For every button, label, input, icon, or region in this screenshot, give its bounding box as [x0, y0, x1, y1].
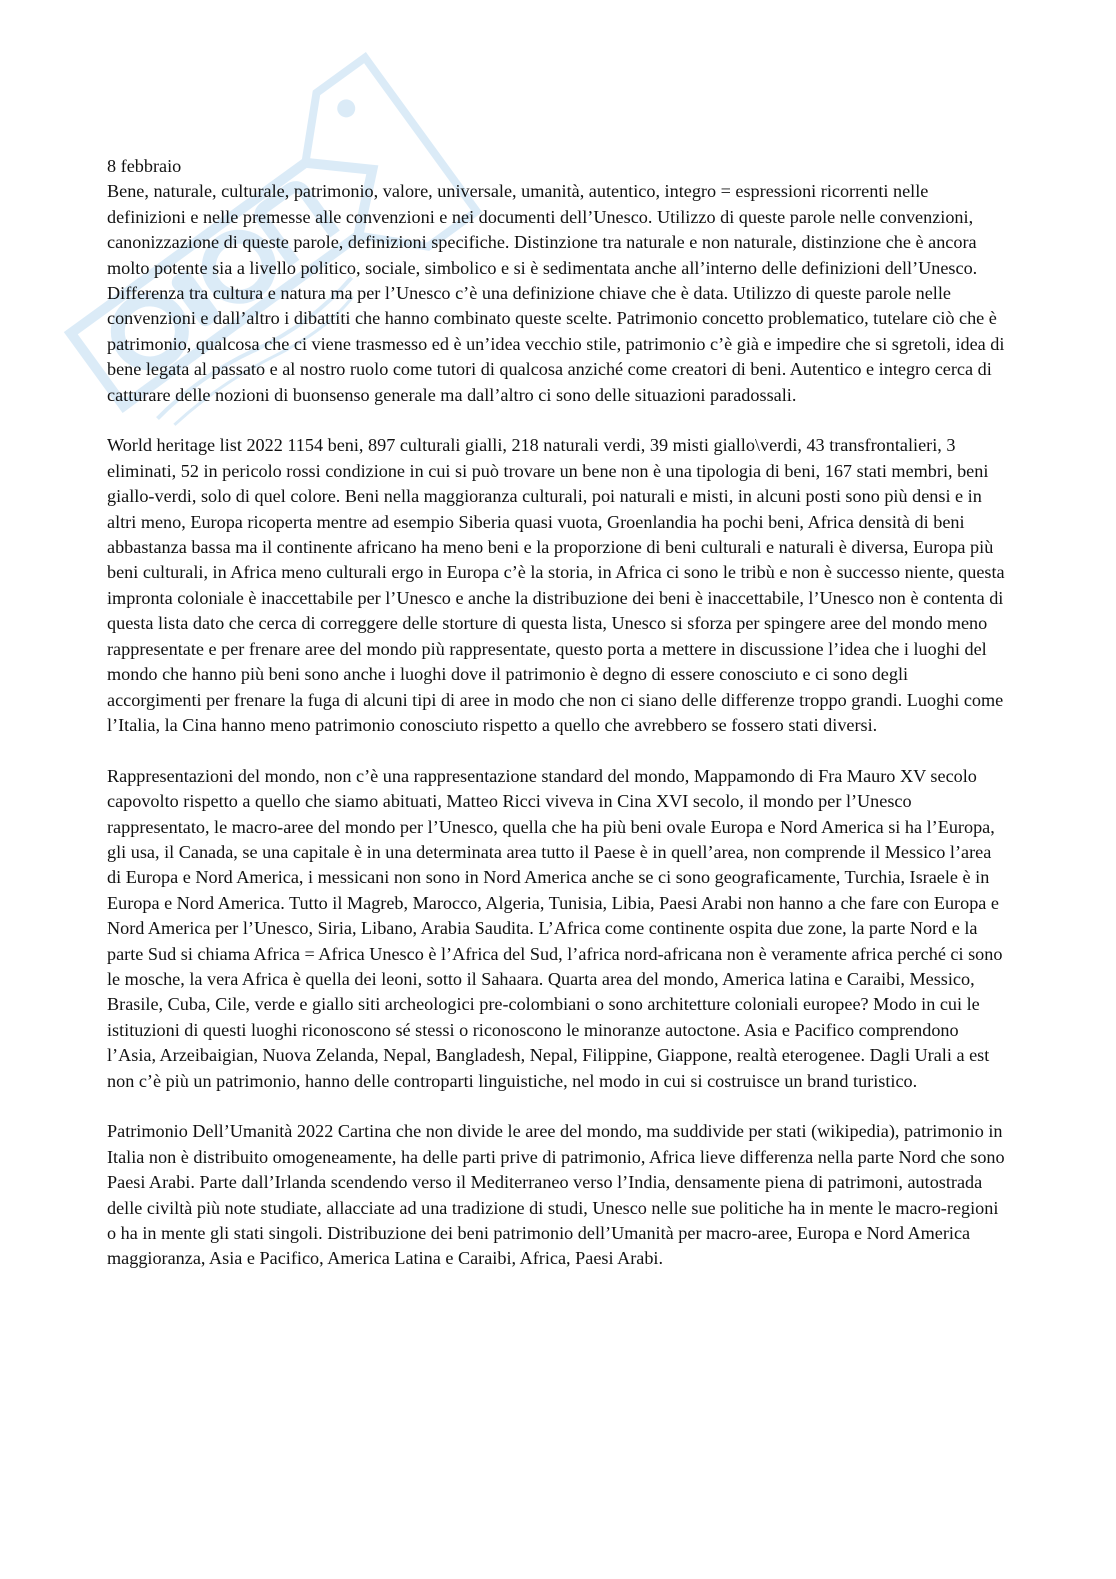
paragraph-heritage-map-2022: Patrimonio Dell’Umanità 2022 Cartina che non divide le aree del mondo, ma suddivide per stati (wikipedia), patrimonio in Italia non è distribuito omogeneamente, ha delle parti prive di patrimonio, Africa lieve differenza nella parte Nord che sono Paesi Arabi. Parte dall’Irlanda scendendo verso il Mediterraneo verso l’India, densamente piena di patrimoni, autostrada delle civiltà più note studiate, allacciate ad una tradizione di studi, Unesco nelle sue politiche ha in mente le macro-regioni o ha in mente gli stati singoli. Distribuzione dei beni patrimonio dell’Umanità per macro-aree, Europa e Nord America maggioranza, Asia e Pacifico, America Latina e Caraibi, Africa, Paesi Arabi. [107, 1121, 1005, 1269]
paragraph-unesco-terms: Bene, naturale, culturale, patrimonio, valore, universale, umanità, autentico, integro = espressioni ricorrenti nelle definizioni e nelle premesse alle convenzioni e nei documenti dell’Unesco. Utilizzo di queste parole nelle convenzioni, canonizzazione di queste parole, definizioni specifiche. Distinzione tra naturale e non naturale, distinzione che è ancora molto potente sia a livello politico, sociale, simbolico e si è sedimentata anche all’interno delle definizioni dell’Unesco. Differenza tra cultura e natura ma per l’Unesco c’è una definizione chiave che è data. Utilizzo di queste parole nelle convenzioni e dall’altro i dibattiti che hanno combinato queste scelte. Patrimonio concetto problematico, tutelare ciò che è patrimonio, qualcosa che ci viene trasmesso ed è un’idea vecchio stile, patrimonio c’è già e impedire che si sgretoli, idea di bene legata al passato e al nostro ruolo come tutori di qualcosa anziché come creatori di beni. Autentico e integro cerca di catturare delle nozioni di buonsenso generale ma dall’altro ci sono delle situazioni paradossali. [107, 181, 1005, 405]
document-body [107, 154, 1007, 1297]
document-date: 8 febbraio [107, 156, 182, 176]
paragraph-world-heritage-list: World heritage list 2022 1154 beni, 897 culturali gialli, 218 naturali verdi, 39 misti giallo\verdi, 43 transfrontalieri, 3 eliminati, 52 in pericolo rossi condizione in cui si può trovare un bene non è una tipologia di beni, 167 stati membri, beni giallo-verdi, solo di quel colore. Beni nella maggioranza culturali, poi naturali e misti, in alcuni posti sono più densi e in altri meno, Europa ricoperta mentre ad esempio Siberia quasi vuota, Groenlandia ha pochi beni, Africa densità di beni abbastanza bassa ma il continente africano ha meno beni e la proporzione di beni culturali e naturali è diversa, Europa più beni culturali, in Africa meno culturali ergo in Europa c’è la storia, in Africa ci sono le tribù e non è successo niente, questa impronta coloniale è inaccettabile per l’Unesco e anche la distribuzione dei beni è inaccettabile, l’Unesco non è contenta di questa lista dato che cerca di correggere delle storture di questa lista, Unesco si sforza per spingere aree del mondo meno rappresentate e per frenare aree del mondo più rappresentate, questo porta a mettere in discussione l’idea che i luoghi del mondo che hanno più beni sono anche i luoghi dove il patrimonio è degno di essere conosciuto e ci sono degli accorgimenti per frenare la fuga di alcuni tipi di aree in modo che non ci siano delle differenze troppo grandi. Luoghi come l’Italia, la Cina hanno meno patrimonio conosciuto rispetto a quello che avrebbero se fossero stati diversi. [107, 435, 1005, 735]
paragraph-world-representations: Rappresentazioni del mondo, non c’è una rappresentazione standard del mondo, Mappamondo di Fra Mauro XV secolo capovolto rispetto a quello che siamo abituati, Matteo Ricci viveva in Cina XVI secolo, il mondo per l’Unesco rappresentato, le macro-aree del mondo per l’Unesco, quella che ha più beni ovale Europa e Nord America si ha l’Europa, gli usa, il Canada, se una capitale è in una determinata area tutto il Paese è in quell’area, non comprende il Messico l’area di Europa e Nord America, i messicani non sono in Nord America anche se ci sono geograficamente, Turchia, Israele è in Europa e Nord America. Tutto il Magreb, Marocco, Algeria, Tunisia, Libia, Paesi Arabi non hanno a che fare con Europa e Nord America per l’Unesco, Siria, Libano, Arabia Saudita. L’Africa come continente ospita due zone, la parte Nord e la parte Sud si chiama Africa = Africa Unesco è l’Africa del Sud, l’africa nord-africana non è veramente africa perché ci sono le mosche, la vera Africa è quella dei leoni, sotto il Sahaara. Quarta area del mondo, America latina e Caraibi, Messico, Brasile, Cuba, Cile, verde e giallo siti archeologici pre-colombiani o sono architetture coloniali europee? Modo in cui le istituzioni di questi luoghi riconoscono sé stessi o riconoscono le minoranze autoctone. Asia e Pacifico comprendono l’Asia, Arzeibaigian, Nuova Zelanda, Nepal, Bangladesh, Nepal, Filippine, Giappone, realtà eterogenee. Dagli Urali a est non c’è più un patrimonio, hanno delle controparti linguistiche, nel modo in cui si costruisce un brand turistico. [107, 765, 1003, 1091]
